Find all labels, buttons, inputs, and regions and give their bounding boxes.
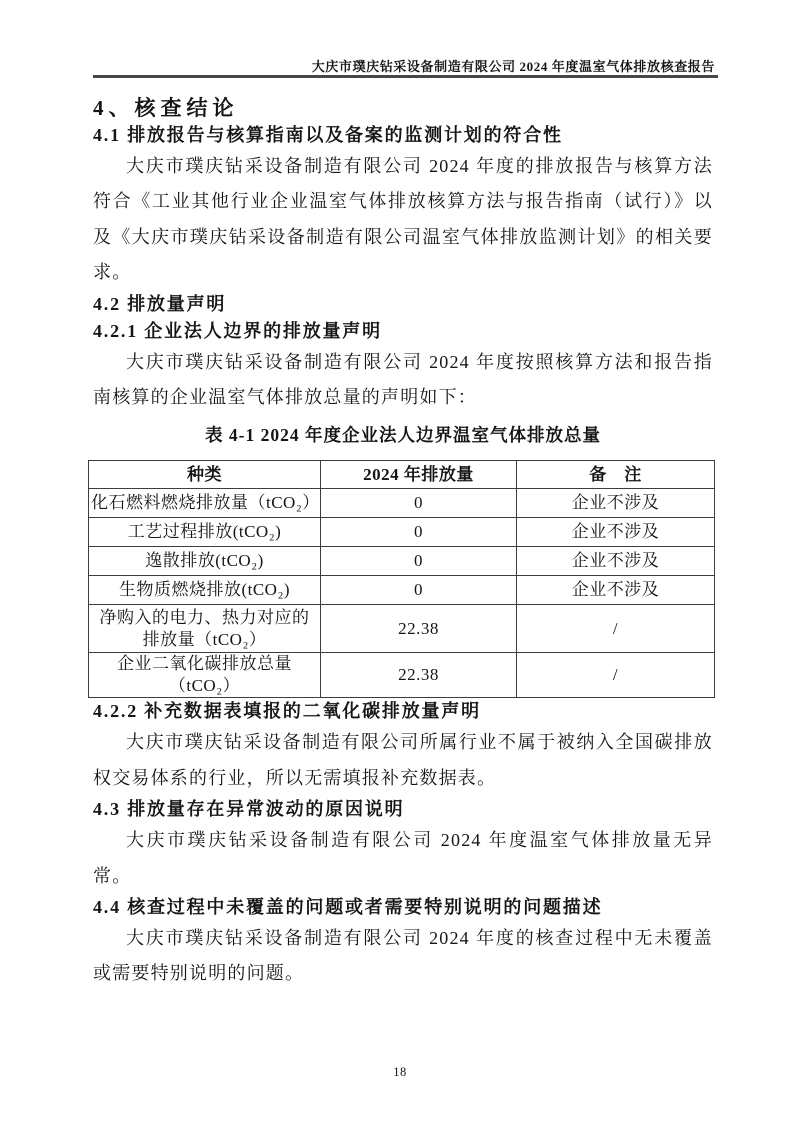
paragraph-4-2-1: 大庆市璞庆钻采设备制造有限公司 2024 年度按照核算方法和报告指南核算的企业温室气体排放总量的声明如下： (93, 351, 713, 408)
table-cell: / (517, 605, 715, 653)
table-header-cell-emission: 2024 年排放量 (321, 461, 517, 489)
section-heading-4-1: 4.1 排放报告与核算指南以及备案的监测计划的符合性 (93, 125, 563, 145)
table-row (89, 653, 715, 698)
table-cell: 净购入的电力、热力对应的排放量（tCO₂） (89, 605, 321, 653)
chapter-heading: 4、核查结论 (93, 96, 239, 120)
table-header-row (89, 461, 715, 489)
table-cell: 0 (321, 489, 517, 518)
table-cell: / (517, 653, 715, 698)
table-cell: 企业不涉及 (517, 576, 715, 605)
table-header-cell-category: 种类 (89, 461, 321, 489)
paragraph-4-2-2: 大庆市璞庆钻采设备制造有限公司所属行业不属于被纳入全国碳排放权交易体系的行业，所以无需填报补充数据表。 (93, 732, 713, 788)
table-row (89, 605, 715, 653)
table-cell: 生物质燃烧排放(tCO₂) (89, 576, 321, 605)
table-header-cell-remark: 备 注 (517, 461, 715, 489)
table-cell: 0 (321, 576, 517, 605)
section-heading-4-2: 4.2 排放量声明 (93, 293, 227, 314)
table-caption: 表 4-1 2024 年度企业法人边界温室气体排放总量 (205, 425, 601, 446)
table-row (89, 518, 715, 547)
section-heading-4-3: 4.3 排放量存在异常波动的原因说明 (93, 799, 405, 820)
page-content (93, 0, 713, 992)
table-cell: 逸散排放(tCO₂) (89, 547, 321, 576)
table-cell: 企业不涉及 (517, 547, 715, 576)
paragraph-4-4: 大庆市璞庆钻采设备制造有限公司 2024 年度的核查过程中无未覆盖或需要特别说明的问题。 (93, 928, 713, 984)
table-row (89, 489, 715, 518)
paragraph-4-1: 大庆市璞庆钻采设备制造有限公司 2024 年度的排放报告与核算方法符合《工业其他行业企业温室气体排放核算方法与报告指南（试行）》以及《大庆市璞庆钻采设备制造有限公司温室气体排放监测计划》的相关要求。 (93, 156, 713, 283)
table-cell: 企业不涉及 (517, 518, 715, 547)
table-row (89, 576, 715, 605)
section-heading-4-4: 4.4 核查过程中未覆盖的问题或者需要特别说明的问题描述 (93, 897, 603, 918)
table-cell: 22.38 (321, 653, 517, 698)
section-heading-4-2-2: 4.2.2 补充数据表填报的二氧化碳排放量声明 (93, 701, 481, 722)
running-header: 大庆市璞庆钻采设备制造有限公司 2024 年度温室气体排放核查报告 (311, 59, 715, 74)
table-cell: 0 (321, 547, 517, 576)
table-cell: 工艺过程排放(tCO₂) (89, 518, 321, 547)
table-row (89, 547, 715, 576)
table-cell: 22.38 (321, 605, 517, 653)
table-cell: 0 (321, 518, 517, 547)
table-cell: 化石燃料燃烧排放量（tCO₂） (89, 489, 321, 518)
section-heading-4-2-1: 4.2.1 企业法人边界的排放量声明 (93, 320, 382, 341)
paragraph-4-3: 大庆市璞庆钻采设备制造有限公司 2024 年度温室气体排放量无异常。 (93, 830, 713, 886)
table-cell: 企业二氧化碳排放总量（tCO₂） (89, 653, 321, 698)
emissions-table (88, 460, 715, 698)
table-cell: 企业不涉及 (517, 489, 715, 518)
page-number: 18 (393, 1065, 407, 1079)
